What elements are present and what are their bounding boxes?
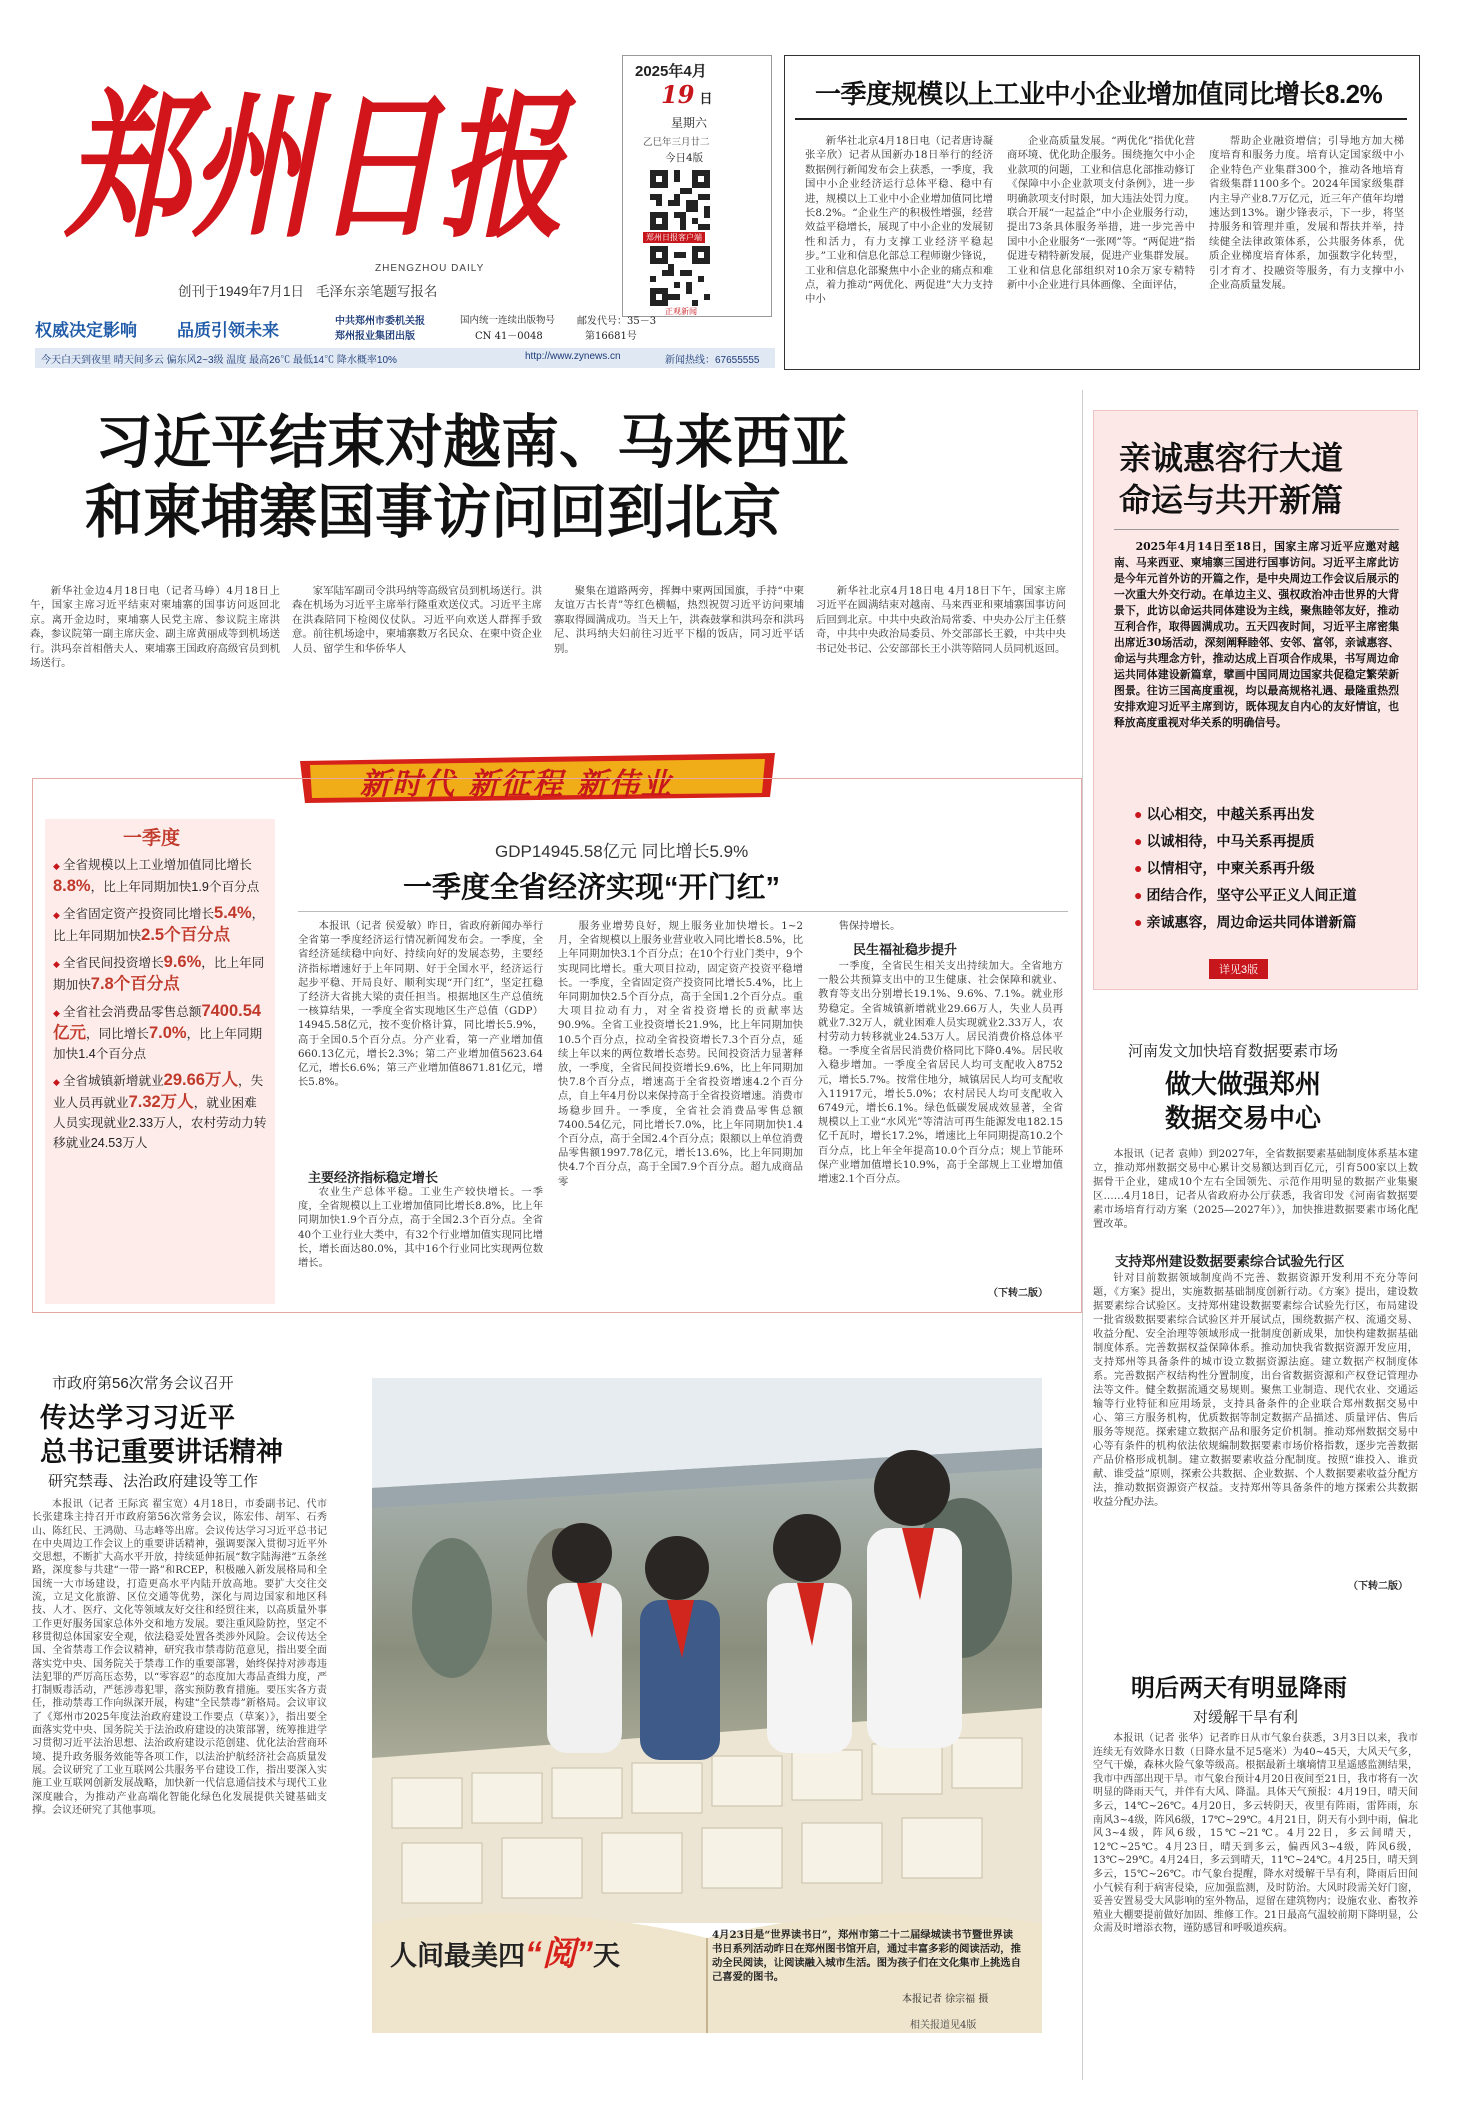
side-feature-item: ● 团结合作，坚守公平正义人间正道 (1134, 887, 1357, 903)
date-day-row (661, 80, 713, 109)
stat-value: 8.8% (53, 877, 91, 895)
top-story-rule (795, 118, 1407, 120)
qr-code-news[interactable] (650, 246, 710, 306)
stat-label: ，就业困难人员实现就业2.33万人，农村劳动力转移就业24.53万人 (53, 1096, 267, 1150)
weather-story-subtitle: 对缓解干旱有利 (1193, 1709, 1299, 1726)
economy-title: 一季度全省经济实现“开门红” (403, 872, 781, 904)
related-report-link[interactable]: 相关报道见4版 (910, 2020, 977, 2031)
publisher-2: 郑州报业集团出版 (335, 331, 415, 342)
founded-date: 创刊于1949年7月1日 (178, 284, 305, 299)
economy-continued[interactable]: （下转二版） (988, 1288, 1048, 1299)
qr-app-label: 郑州日报客户端 (643, 232, 705, 243)
postal-code: 邮发代号：35－3 (577, 316, 657, 327)
economy-subtitle: GDP14945.58亿元 同比增长5.9% (495, 842, 749, 861)
side-feature-item: ● 亲诚惠容，周边命运共同体谱新篇 (1134, 914, 1357, 930)
top-story-title: 一季度规模以上工业中小企业增加值同比增长8.2% (815, 79, 1383, 109)
economy-box (32, 778, 1082, 1313)
stat-label: 全省规模以上工业增加值同比增长 (62, 858, 252, 872)
date-day: 19 (661, 80, 695, 109)
stat-label: ，比上年同期加快 (53, 956, 265, 992)
economy-stats-sidebar (45, 819, 275, 1304)
side-feature-item: ● 以情相守，中柬关系再升级 (1134, 860, 1315, 876)
logo-text: 郑州日报 (63, 74, 577, 261)
top-story-box (784, 55, 1420, 370)
economy-stat-item (53, 1070, 268, 1153)
diamond-bullet-icon: ◆ (53, 1077, 60, 1087)
stat-value: 5.4% (214, 904, 252, 922)
meeting-subtitle: 研究禁毒、法治政府建设等工作 (48, 1473, 259, 1490)
data-exchange-title-1: 做大做强郑州 (1165, 1069, 1322, 1099)
stat-value: 2.5个百分点 (141, 926, 231, 944)
data-exchange-body1: 本报讯（记者 袁帅）到2027年，全省数据要素基础制度体系基本建立，推动郑州数据交易中心累计交易额达到百亿元，引育500家以上数据骨干企业，建成10个左右全国领先、示范作用明显的数据产业集聚区……4月18日，记者从省政府办公厅获悉，我省印发《河南省数据要素市场培育行动方案（2025—2027年）》，加快推进数据要素市场化配置改革。 (1093, 1149, 1418, 1230)
main-story (30, 400, 1080, 755)
slogan-1: 权威决定影响 (35, 321, 137, 340)
banner-text: 新时代 新征程 新伟业 (360, 767, 673, 802)
side-feature-title-2: 命运与共开新篇 (1119, 482, 1344, 518)
economy-stat-item (53, 1001, 268, 1064)
newspaper-logo (45, 30, 585, 270)
stat-value: 7400.54亿元 (53, 1002, 262, 1042)
side-feature (1093, 410, 1418, 990)
economy-sidebar-title: 一季度 (123, 828, 181, 849)
data-exchange-story (1093, 1040, 1418, 1600)
economy-col1b: 农业生产总体平稳。工业生产较快增长。一季度，全省规模以上工业增加值同比增长8.8%，比上年同期加快1.9个百分点，高于全国2.3个百分点。全省40个工业行业大类中，有32个行业增加值实现同比增长，增长面达80.0%，其中16个行业同比实现两位数增长。 (298, 1186, 543, 1270)
economy-col1: 本报讯（记者 侯爱敏）昨日，省政府新闻办举行全省第一季度经济运行情况新闻发布会。一季度，全省经济延续稳中向好、持续向好的发展态势，主要经济指标增速好于上年同期、好于全国水平，经济运行起步平稳、开局良好、顺利实现“开门红”，坚定扛稳了经济大省挑大梁的责任担当。根据地区生产总值统一核算结果，一季度全省实现地区生产总值（GDP）14945.58亿元，按不变价格计算，同比增长5.9%，高于全国0.5个百分点。分产业看，第一产业增加值660.13亿元，增长2.3%；第二产业增加值5623.64亿元，增长6.6%；第三产业增加值8671.81亿元，增长5.8%。 (298, 920, 543, 1089)
photo-credit: 本报记者 徐宗福 摄 (902, 1994, 989, 2005)
site-url[interactable]: http://www.zynews.cn (525, 351, 621, 362)
stat-value: 7.32万人 (128, 1093, 194, 1111)
see-page-button[interactable]: 详见3版 (1209, 959, 1268, 979)
side-feature-list (1134, 801, 1404, 936)
weekday: 星期六 (671, 116, 708, 130)
top-story-col3: 帮助企业融资增信；引导地方加大梯度培育和服务力度。培育认定国家级中小企业特色产业集群300个，推动各地培育省级集群1100多个。2024年国家级集群内主导产业8.7万亿元，近三年产值年均增速达到13%。谢少锋表示，下一步，将坚持服务和管理并重，发展和帮扶并举，持续健全法律政策体系，公共服务体系，优质企业梯度培育体系，加强数字化转型，引才育才、投融资等服务，有力支撑中小企业高质量发展。 (1209, 135, 1404, 292)
date-year-month: 2025年4月 (635, 63, 707, 80)
founded-line (178, 280, 437, 300)
data-exchange-head: 支持郑州建设数据要素综合试验先行区 (1115, 1254, 1345, 1269)
economy-rule (298, 911, 1068, 912)
data-exchange-body2: 针对目前数据领域制度尚不完善、数据资源开发利用不充分等问题，《方案》提出，实施数据基础制度创新行动。《方案》提出，建设数据要素综合试验区。支持郑州建设数据要素综合试验先行区，布局建设一批省级数据要素综合试验区并开展试点，围绕数据产权、流通交易、收益分配、安全治理等领域形成一批制度创新成果，加快构建数据基础制度体系。完善数据权益保障体系。推动加快我省数据资源开发应用，支持郑州等具备条件的城市设立数据资源法庭。建立数据产权制度体系。完善数据产权结构性分置制度，出台省数据资源和产权登记管理办法等文件。健全数据流通交易规则。聚焦工业制造、现代农业、交通运输等行业特征和应用场景，支持具备条件的企业联合郑州数据交易中心、第三方服务机构，优质数据等制定数据产品描述、质量评估、售后服务等规范。探索建立数据产品和服务定价机制。推动郑州数据交易中心等有条件的机构依法依规编制数据要素市场价格指数，逐步完善数据产品价格形成机制。建立数据要素收益分配制度。按照“谁投入、谁贡献、谁受益”原则，探索公共数据、企业数据、个人数据要素收益分配方法，推动数据资源资产权益。支持郑州等具备条件的地方探索公共数据收益分配办法。 (1093, 1273, 1418, 1508)
bullet-icon: ● (1134, 806, 1143, 822)
cn-label: 国内统一连续出版物号 (460, 315, 556, 326)
stat-label: ，比上年同期加快 (53, 907, 265, 943)
main-story-col2: 家军陆军副司令洪玛纳等高级官员到机场送行。洪森在机场为习近平主席举行隆重欢送仪式。习近平主席在洪森陪同下检阅仪仗队。习近平向欢送人群挥手致意。前往机场途中，柬埔寨数万名民众、在柬中资企业人员、留学生和华侨华人 (292, 585, 542, 655)
lunar-date: 乙巳年三月廿二 (643, 137, 710, 148)
stat-value: 7.0% (148, 1024, 187, 1042)
data-exchange-kicker: 河南发文加快培育数据要素市场 (1128, 1043, 1339, 1060)
top-story-col2: 企业高质量发展。“两优化”指优化营商环境、优化助企服务。围绕拖欠中小企业款项的问题，工业和信息化部推动修订《保障中小企业款项支付条例》，进一步明确款项支付时限，加大违法处罚力度。联合开展“一起益企”中小企业服务行动，提出73条具体服务举措，进一步完善中国中小企业服务“一张网”等。“两促进”指促进专精特新发展，促进产业集群发展。工业和信息化部组织对10余万家专精特新中小企业进行具体画像、全面评估， (1007, 135, 1195, 292)
main-story-title-2: 和柬埔寨国事访问回到北京 (85, 480, 782, 545)
inscription: 毛泽东亲笔题写报名 (315, 284, 438, 299)
slogan-row (35, 312, 775, 344)
qr-code-app[interactable] (650, 170, 710, 230)
weather-text: 今天白天到夜里 晴天间多云 偏东风2~3级 温度 最高26℃ 最低14℃ 降水概率10% (41, 355, 397, 366)
meeting-story (32, 1372, 327, 2072)
bullet-icon: ● (1134, 887, 1143, 903)
economy-col3: 售保持增长。 (838, 920, 901, 932)
photo-caption-title (390, 1926, 620, 1975)
stat-label: ，比上年同期加快1.9个百分点 (90, 880, 260, 894)
caption-title-post: 天 (593, 1941, 620, 1971)
weather-story (1093, 1668, 1418, 2078)
side-feature-rule (1114, 529, 1399, 530)
photo-caption: 4月23日是“世界读书日”，郑州市第二十二届绿城读书节暨世界读书日系列活动昨日在郑州图书馆开启，通过丰富多彩的阅读活动，推动全民阅读，让阅读融入城市生活。图为孩子们在文化集市上挑选自己喜爱的图书。 (712, 1929, 1021, 1983)
masthead (0, 0, 1457, 370)
weather-story-title: 明后两天有明显降雨 (1131, 1675, 1347, 1702)
divider-vertical (1082, 390, 1083, 2080)
weather-story-body: 本报讯（记者 张华）记者昨日从市气象台获悉，3月3日以来，我市连续无有效降水日数（日降水量不足5毫米）为40~45天，大风天气多，空气干燥，森林火险气象等级高。根据最新土壤墒情卫星遥感监测结果，我市中西部出现干旱。市气象台预计4月20日夜间至21日，我市将有一次明显的降雨天气，并伴有大风、降温。具体天气预报：4月19日，晴天间多云，14℃~26℃。4月20日，多云转阴天，夜里有阵雨，雷阵雨，东南风3~4级，阵风6级，17℃~29℃。4月21日，阴天有小到中雨，偏北风3~4级，阵风6级，15℃~21℃。4月22日，多云间晴天，12℃~25℃。4月23日，晴天到多云，偏西风3~4级，阵风6级，13℃~29℃。4月24日，多云到晴天，11℃~24℃。4月25日，晴天到多云，15℃~26℃。市气象台提醒，降水对缓解干旱有利，降雨后田间小气候有利于病害侵染，应加强监测，及时防治。大风时段需关好门窗，妥善安置易受大风影响的室外物品，逗留在建筑物内；设施农业、畜牧养殖业大棚要提前做好加固、维修工作。21日最高气温较前期下降明显，公众需及时增添衣物，谨防感冒和呼吸道疾病。 (1093, 1733, 1418, 1935)
economy-stat-item (53, 903, 268, 946)
diamond-bullet-icon: ◆ (53, 861, 60, 871)
meeting-title-1: 传达学习习近平 (40, 1403, 236, 1433)
bullet-icon: ● (1134, 833, 1143, 849)
main-story-col4: 新华社北京4月18日电 4月18日下午，国家主席习近平在圆满结束对越南、马来西亚和柬埔寨国事访问后回到北京。中共中央政治局常委、中央办公厅主任蔡奇，中共中央政治局委员、外交部部长王毅，中共中央书记处书记、公安部部长王小洪等陪同人员同机返回。 (816, 585, 1066, 655)
economy-stat-item (53, 855, 268, 897)
stat-label: ，比上年同期加快1.4个百分点 (53, 1027, 263, 1061)
stat-label: 全省民间投资增长 (62, 956, 164, 970)
side-feature-item: ● 以诚相待，中马关系再提质 (1134, 833, 1315, 849)
diamond-bullet-icon: ◆ (53, 1008, 60, 1018)
side-feature-item: ● 以心相交，中越关系再出发 (1134, 806, 1315, 822)
weather-bar (35, 348, 775, 368)
data-exchange-title-2: 数据交易中心 (1165, 1103, 1322, 1133)
stat-value: 7.8个百分点 (90, 975, 180, 993)
economy-col2: 服务业增势良好，规上服务业加快增长。1~2月，全省规模以上服务业营业收入同比增长8.5%，比上年同期加快3.1个百分点；在10个行业门类中，9个实现同比增长。重大项目拉动，固定资产投资平稳增长。一季度，全省固定资产投资同比增长5.4%，比上年同期加快2.5个百分点，高于全国1.2个百分点。重大项目拉动有力，对全省投资增长的贡献率达90.9%。全省工业投资增长21.9%，比上年同期加快10.5个百分点，拉动全省投资增长7.3个百分点，延续上年以来的两位数增长态势。民间投资活力显著释放，一季度，全省民间投资增长9.6%，比上年同期加快7.8个百分点，增速高于全省投资增速4.2个百分点，自上年4月份以来保持高于全省投资增速。消费市场稳步回升。一季度，全省社会消费品零售总额7400.54亿元，同比增长7.0%，比上年同期加快1.4个百分点，高于全国2.4个百分点；限额以上单位消费品零售额1997.78亿元，增长13.6%，比上年同期加快4.7个百分点，高于全国7.9个百分点。超九成商品零 (558, 920, 803, 1188)
meeting-title-2: 总书记重要讲话精神 (40, 1437, 283, 1467)
diamond-bullet-icon: ◆ (53, 910, 60, 920)
side-feature-title-1: 亲诚惠容行大道 (1119, 440, 1344, 476)
economy-col3b: 一季度，全省民生相关支出持续加大。全省地方一般公共预算支出中的卫生健康、社会保障和就业、教育等支出分别增长19.1%、9.6%、7.1%。就业形势稳定。全省城镇新增就业29.66万人，失业人员再就业7.32万人，就业困难人员实现就业2.33万人，农村劳动力转移就业24.53万人。居民消费价格总体平稳。一季度全省居民消费价格同比下降0.4%。居民收入稳步增加。一季度全省居民人均可支配收入8752元，增长5.7%。按常住地分，城镇居民人均可支配收入11917元，增长5.0%；农村居民人均可支配收入6749元，增长6.1%。绿色低碳发展成效显著，全省规模以上工业“水风光”等清洁可再生能源发电182.15亿千瓦时，增长17.2%，增速比上年同期提高10.2个百分点，比上年全年提高10.0个百分点；规上节能环保产业增加值增长10.9%，高于全部规上工业增加值增速2.1个百分点。 (818, 960, 1063, 1186)
qr-news-label: 正观新闻 (665, 307, 697, 316)
publisher-1: 中共郑州市委机关报 (335, 316, 425, 327)
page-count: 今日4版 (665, 152, 704, 164)
issue-number: 第16681号 (585, 331, 637, 342)
cn-number: CN 41－0048 (475, 331, 543, 342)
caption-title-pre: 人间最美四 (390, 1941, 525, 1971)
slogan-2: 品质引领未来 (177, 321, 279, 340)
main-story-col1: 新华社金边4月18日电（记者马峥）4月18日上午，国家主席习近平结束对柬埔寨的国事访问返回北京。离开金边时，柬埔寨人民党主席、参议院主席洪森，参议院第一副主席庆金、副主席黄丽成等到机场送行。洪玛奈首相偕夫人、柬埔寨王国政府高级官员到机场送行。 (30, 585, 280, 670)
stat-label: ，同比增长 (86, 1027, 149, 1041)
reading-day-photo (372, 1378, 1042, 2033)
meeting-body: 本报讯（记者 王际宾 翟宝宽）4月18日，市委副书记、代市长张建珠主持召开市政府第56次常务会议，陈宏伟、胡军、石秀山、陈红民、王鸿勋、马志峰等出席。会议传达学习习近平总书记在中央周边工作会议上的重要讲话精神，强调要深入贯彻习近平外交思想，不断扩大高水平开放，持续延伸拓展“数字陆海港”五条丝路，深度参与共建“一带一路”和RCEP，积极融入新发展格局和全国统一大市场建设，打造更高水平内陆开放高地。要扩大交往交流，立足文化旅游、区位交通等优势，深化与周边国家和地区科技、人才、医疗、文化等领域友好交往和经贸往来，以高质量外事工作更好服务国家总体外交和地方发展。要注重风险防控，坚定不移贯彻总体国家安全观，依法稳妥处置各类涉外风险。会议传达全国、全省禁毒工作会议精神，研究我市禁毒防范意见，指出要全面落实党中央、国务院关于禁毒工作的重要部署，始终保持对涉毒违法犯罪的严厉高压态势，以“零容忍”的态度加大毒品查缉力度，严打制贩毒活动，严惩涉毒犯罪，落实预防教育措施。要压实各方责任，推动禁毒工作向纵深开展，构建“全民禁毒”新格局。会议审议了《郑州市2025年度法治政府建设工作要点（草案）》，指出要全面落实党中央、国务院关于法治政府建设的决策部署，统筹推进学习贯彻习近平法治思想、法治政府建设示范创建、优化法治营商环境、提升政务服务效能等各项工作，以法治护航经济社会高质量发展。会议研究了工业互联网公共服务平台建设工作，指出要深入实施工业互联网创新发展战略，加快新一代信息通信技术与现代工业深度融合，为推动产业高端化智能化绿色化发展提供关键基础支撑。会议还研究了其他事项。 (32, 1499, 327, 1816)
stat-label: 全省城镇新增就业 (62, 1074, 164, 1088)
economy-stats-list (53, 855, 268, 1159)
economy-col3-head: 民生福祉稳步提升 (853, 942, 958, 957)
bullet-icon: ● (1134, 860, 1143, 876)
bullet-icon: ● (1134, 914, 1143, 930)
stat-label: 全省固定资产投资同比增长 (62, 907, 215, 921)
side-feature-body: 2025年4月14日至18日，国家主席习近平应邀对越南、马来西亚、柬埔寨三国进行国事访问。习近平主席此访是今年元首外访的开篇之作，是中央周边工作会议后展示的一次重大外交行动。在单边主义、强权政治冲击世界的大背景下，此访以命运共同体建设为主线，聚焦睦邻友好，推动互利合作，取得圆满成功。五天四夜时间，习近平主席密集出席近30场活动，深刻阐释睦邻、安邻、富邻，亲诚惠容、命运与共理念方针，推动达成上百项合作成果，书写周边命运共同体建设新篇章，擘画中国同周边国家共促稳定繁荣新图景。往访三国高度重视，均以最高规格礼遇、最隆重热烈安排欢迎习近平主席到访，既体现友自内心的友好情谊，也释放高度重视对华关系的明确信号。 (1114, 540, 1399, 729)
stat-label: ，失业人员再就业 (53, 1074, 264, 1110)
main-story-title-1: 习近平结束对越南、马来西亚 (95, 410, 850, 475)
stat-label: 全省社会消费品零售总额 (62, 1005, 202, 1019)
main-story-col3: 聚集在道路两旁，挥舞中柬两国国旗，手持“中柬友谊万古长青”等红色横幅，热烈祝贺习近平访问柬埔寨取得圆满成功。当天上午，洪森鼓掌和洪玛奈和洪玛尼、洪玛纳夫妇前往习近平下榻的饭店，同习近平话别。 (554, 585, 804, 655)
date-day-suffix: 日 (699, 92, 713, 107)
stat-value: 9.6% (163, 953, 202, 971)
logo-pinyin: ZHENGZHOU DAILY (375, 263, 485, 274)
top-story-col1: 新华社北京4月18日电（记者唐诗凝 张辛欣）记者从国新办18日举行的经济数据例行新闻发布会上获悉，一季度，我国中小企业经济运行总体平稳、稳中有进，规模以上工业中小企业增加值同比增长8.2%。“企业生产的积极性增强，经营效益平稳增长，展现了中小企业的发展韧性和活力，有力支撑工业经济平稳起步。”工业和信息化部总工程师谢少锋说，工业和信息化部聚焦中小企业的痛点和难点，着力推动“两优化、两促进”大力支持中小 (805, 135, 993, 306)
diamond-bullet-icon: ◆ (53, 959, 60, 969)
date-box (622, 55, 772, 317)
economy-col1-head: 主要经济指标稳定增长 (308, 1170, 439, 1185)
caption-title-em: “阅” (525, 1935, 593, 1973)
meeting-kicker: 市政府第56次常务会议召开 (52, 1375, 234, 1392)
data-exchange-continued[interactable]: （下转二版） (1348, 1581, 1408, 1592)
stat-value: 29.66万人 (163, 1071, 238, 1089)
economy-stat-item (53, 952, 268, 995)
news-hotline: 新闻热线：67655555 (665, 355, 760, 366)
